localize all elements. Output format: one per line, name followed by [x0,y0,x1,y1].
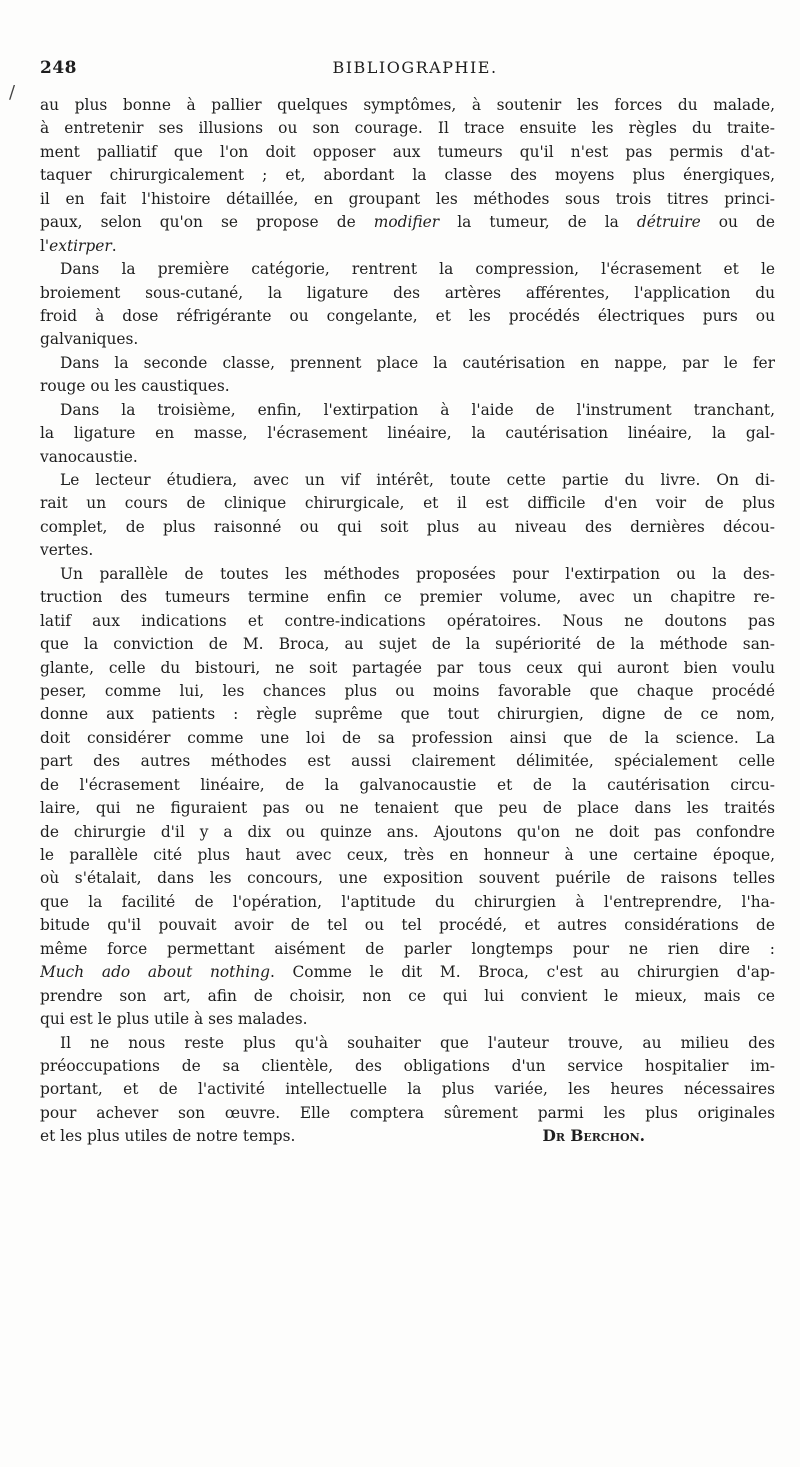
text-line-content: que la facilité de l'opération, l'aptitude du chirurgien à l'entreprendre, l'ha- [40,892,775,911]
text-line [40,492,775,515]
running-title: BIBLIOGRAPHIE. [332,58,498,77]
text-line [40,164,775,187]
text-line-content: de chirurgie d'il y a dix ou quinze ans. Ajoutons qu'on ne doit pas confondre [40,822,775,841]
text-line-content: rait un cours de clinique chirurgicale, et il est difficile d'en voir de plus [40,494,775,513]
text-line-content: le parallèle cité plus haut avec ceux, très en honneur à une certaine époque, [40,846,775,864]
text-line-content: paux, selon qu'on se propose de modifier la tumeur, de la détruire ou de [40,213,775,232]
text-line-content: latif aux indications et contre-indications opératoires. Nous ne doutons pas [40,611,775,630]
text-line [40,375,775,398]
text-line-content: à entretenir ses illusions ou son courage. Il trace ensuite les règles du traite- [40,119,775,138]
text-line [40,305,775,328]
text-line [40,1008,775,1031]
text-line-content: que la conviction de M. Broca, au sujet de la supériorité de la méthode san- [40,635,775,654]
text-line [40,399,775,422]
text-line-content: glante, celle du bistouri, ne soit partagée par tous ceux qui auront bien voulu [40,658,775,677]
text-line-content: la ligature en masse, l'écrasement linéaire, la cautérisation linéaire, la gal- [40,424,775,443]
text-line [40,1055,775,1078]
text-line-content: pour achever son œuvre. Elle comptera sûrement parmi les plus originales [40,1103,775,1122]
text-line-content: Dans la première catégorie, rentrent la compression, l'écrasement et le [60,260,775,279]
margin-mark: / [9,82,16,103]
text-line-content: de l'écrasement linéaire, de la galvanocaustie et de la cautérisation circu- [40,775,775,794]
text-line [40,750,775,773]
text-line-content: préoccupations de sa clientèle, des obligations d'un service hospitalier im- [40,1056,775,1075]
text-line [40,1125,775,1148]
text-line [40,211,775,234]
text-line [40,844,775,867]
text-line-content: prendre son art, afin de choisir, non ce qui lui convient le mieux, mais ce [40,986,775,1005]
text-line [40,610,775,633]
text-line-content: ment palliatif que l'on doit opposer aux tumeurs qu'il n'est pas permis d'at- [40,142,775,161]
text-line [40,938,775,961]
text-line-content: broiement sous-cutané, la ligature des artères afférentes, l'application du [40,283,775,302]
text-line [40,727,775,750]
text-line-content: taquer chirurgicalement ; et, abordant la classe des moyens plus énergiques, [40,166,775,185]
text-line-content: peser, comme lui, les chances plus ou moins favorable que chaque procédé [40,681,775,700]
text-line [40,657,775,680]
text-line-content: où s'étalait, dans les concours, une exposition souvent puérile de raisons telles [40,869,775,888]
text-line-content: Un parallèle de toutes les méthodes proposées pour l'extirpation ou la des- [60,564,775,583]
text-line-content: Much ado about nothing. Comme le dit M. Broca, c'est au chirurgien d'ap- [40,963,775,982]
text-line-content: au plus bonne à pallier quelques symptômes, à soutenir les forces du malade, [40,96,775,114]
text-line [40,680,775,703]
text-line [40,141,775,164]
text-line [40,985,775,1008]
body-text [40,94,775,1149]
text-line [40,821,775,844]
text-line-content: Dans la troisième, enfin, l'extirpation à l'aide de l'instrument tranchant, [60,400,775,419]
text-line-content: Le lecteur étudiera, avec un vif intérêt, toute cette partie du livre. On di- [60,471,775,489]
text-line [40,282,775,305]
page-number: 248 [40,58,77,78]
text-line-content: même force permettant aisément de parler longtemps pour ne rien dire : [40,939,775,958]
text-line-content: et les plus utiles de notre temps. [40,1127,296,1146]
author-signature: Dr Berchon. [542,1127,645,1146]
text-line [40,94,775,117]
text-line-content: rouge ou les caustiques. [40,377,230,396]
text-line [40,703,775,726]
text-line-content: qui est le plus utile à ses malades. [40,1010,308,1029]
text-line-content: froid à dose réfrigérante ou congelante, et les procédés électriques purs ou [40,306,775,325]
text-line-content: vanocaustie. [40,447,138,466]
text-line-content: part des autres méthodes est aussi clairement délimitée, spécialement celle [40,752,775,771]
text-line [40,469,775,492]
text-line [40,117,775,140]
text-line [40,352,775,375]
text-line [40,961,775,984]
text-line-content: galvaniques. [40,330,139,349]
text-line-content: Dans la seconde classe, prennent place la cautérisation en nappe, par le fer [60,353,775,372]
text-line-content: bitude qu'il pouvait avoir de tel ou tel procédé, et autres considérations de [40,916,775,935]
text-line-content: vertes. [40,541,94,560]
text-line [40,867,775,890]
text-line [40,1032,775,1055]
text-line-content: donne aux patients : règle suprême que tout chirurgien, digne de ce nom, [40,705,775,724]
text-line-content: il en fait l'histoire détaillée, en groupant les méthodes sous trois titres princi- [40,189,775,208]
text-line [40,914,775,937]
text-line [40,188,775,211]
text-line [40,516,775,539]
text-line [40,446,775,469]
text-line-content: laire, qui ne figuraient pas ou ne tenaient que peu de place dans les traités [40,799,775,818]
text-line [40,563,775,586]
text-line [40,797,775,820]
text-line [40,774,775,797]
text-line-content: complet, de plus raisonné ou qui soit plus au niveau des dernières décou- [40,517,775,536]
text-line [40,258,775,281]
text-line [40,633,775,656]
text-line [40,586,775,609]
text-line-content: portant, et de l'activité intellectuelle la plus variée, les heures nécessaires [40,1080,775,1099]
page-header [40,58,775,84]
text-line [40,422,775,445]
text-line-content: Il ne nous reste plus qu'à souhaiter que l'auteur trouve, au milieu des [60,1033,775,1052]
text-line [40,1078,775,1101]
text-line [40,328,775,351]
text-line [40,891,775,914]
text-line [40,1102,775,1125]
text-line-content: truction des tumeurs termine enfin ce premier volume, avec un chapitre re- [40,588,775,607]
text-line [40,539,775,562]
text-line [40,235,775,258]
text-line-content: doit considérer comme une loi de sa profession ainsi que de la science. La [40,728,775,747]
text-line-content: l'extirper. [40,236,117,255]
